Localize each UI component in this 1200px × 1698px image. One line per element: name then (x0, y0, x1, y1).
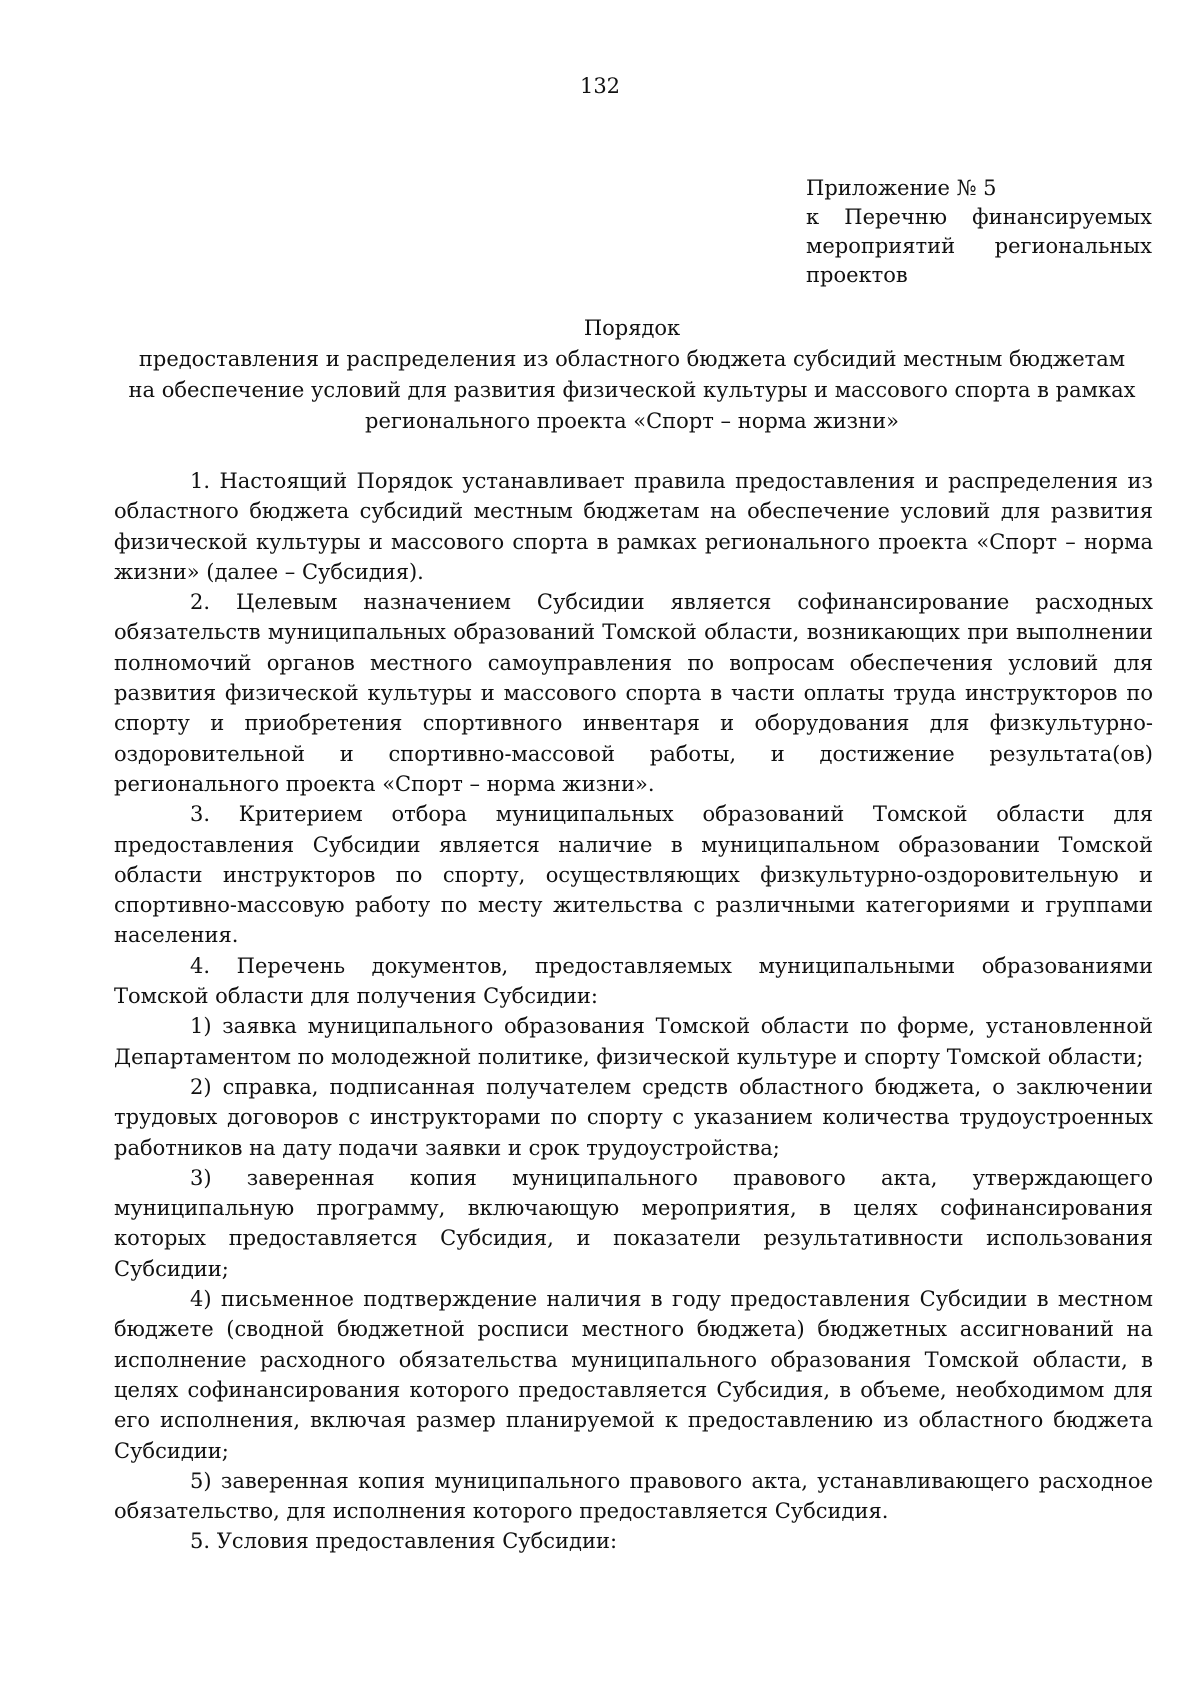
list-item-2: 2) справка, подписанная получателем средств областного бюджета, о заключении трудовых договоров с инструкторами по спорту с указанием количества трудоустроенных работников на дату подачи заявки и срок трудоустройства; (114, 1074, 1153, 1160)
list-item-4: 4) письменное подтверждение наличия в году предоставления Субсидии в местном бюджете (сводной бюджетной росписи местного бюджета) бюджетных ассигнований на исполнение расходного обязательства муниципального образования Томской области, в целях софинансирования которого предоставляется Субсидия, в объеме, необходимом для его исполнения, включая размер планируемой к предоставлению из областного бюджета Субсидии; (114, 1287, 1153, 1463)
appendix-line-2: к Перечню финансируемых (806, 205, 1152, 229)
title-heading: Порядок (583, 316, 681, 340)
appendix-line-3: мероприятий региональных (806, 234, 1152, 258)
appendix-line-1: Приложение № 5 (806, 176, 997, 200)
paragraph-3: 3. Критерием отбора муниципальных образований Томской области для предоставления Субсидии является наличие в муниципальном образовании Томской области инструкторов по спорту, осуществляющих физкультурно-оздоровительную и спортивно-массовую работу по месту жительства с различными категориями и группами населения. (114, 802, 1153, 948)
paragraph-5: 5. Условия предоставления Субсидии: (190, 1529, 618, 1554)
paragraph-1: 1. Настоящий Порядок устанавливает правила предоставления и распределения из областного бюджета субсидий местным бюджетам на обеспечение условий для развития физической культуры и массового спорта в рамках регионального проекта «Спорт – норма жизни» (далее – Субсидия). (114, 469, 1153, 584)
appendix-reference (806, 174, 1152, 290)
paragraph-2: 2. Целевым назначением Субсидии является софинансирование расходных обязательств муниципальных образований Томской области, возникающих при выполнении полномочий органов местного самоуправления по вопросам обеспечения условий для развития физической культуры и массового спорта в части оплаты труда инструкторов по спорту и приобретения спортивного инвентаря и оборудования для физкультурно-оздоровительной и спортивно-массовой работы, и достижение результата(ов) регионального проекта «Спорт – норма жизни». (114, 590, 1153, 796)
title-line-3: на обеспечение условий для развития физической культуры и массового спорта в рамках (128, 378, 1136, 402)
paragraph-4: 4. Перечень документов, предоставляемых муниципальными образованиями Томской области для получения Субсидии: (114, 953, 1153, 1009)
list-item-5: 5) заверенная копия муниципального правового акта, устанавливающего расходное обязательство, для исполнения которого предоставляется Субсидия. (114, 1468, 1153, 1524)
list-item-1: 1) заявка муниципального образования Томской области по форме, установленной Департаментом по молодежной политике, физической культуре и спорту Томской области; (114, 1014, 1153, 1069)
document-title (112, 313, 1152, 437)
list-item-3: 3) заверенная копия муниципального правового акта, утверждающего муниципальную программу, включающую мероприятия, в целях софинансирования которых предоставляется Субсидия, и показатели результативности использования Субсидии; (114, 1165, 1153, 1281)
appendix-line-4: проектов (806, 263, 908, 287)
document-body (114, 466, 1153, 1557)
title-line-4: регионального проекта «Спорт – норма жизни» (365, 409, 899, 433)
title-line-2: предоставления и распределения из областного бюджета субсидий местным бюджетам (138, 347, 1126, 371)
page-number: 132 (579, 74, 621, 98)
